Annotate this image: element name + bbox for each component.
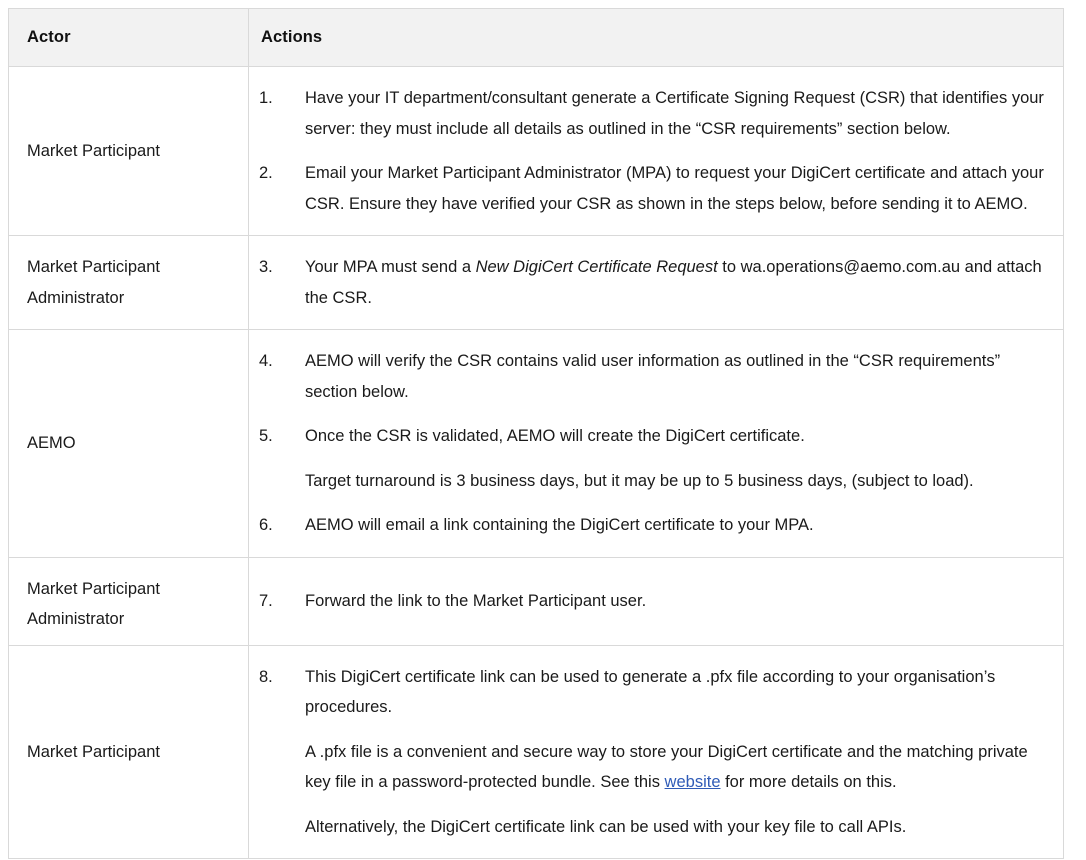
- actor-label: Market Participant: [27, 742, 160, 761]
- step-note-paragraph: [305, 737, 1047, 798]
- step-item: [259, 421, 1047, 496]
- step-body: [305, 346, 1047, 407]
- step-paragraph: [305, 346, 1047, 407]
- actor-label: Market Participant Administrator: [27, 579, 160, 629]
- step-note-paragraph: [305, 812, 1047, 843]
- actor-cell: [9, 330, 249, 558]
- step-number: 5.: [259, 427, 273, 446]
- step-list: [259, 346, 1047, 541]
- column-header-actor: Actor: [9, 9, 249, 67]
- table-row: [9, 557, 1064, 645]
- table-row: [9, 330, 1064, 558]
- step-item: [259, 346, 1047, 407]
- step-item: [259, 83, 1047, 144]
- actor-label: Market Participant Administrator: [27, 258, 160, 307]
- process-table: [8, 8, 1064, 859]
- step-number: 1.: [259, 89, 273, 107]
- step-paragraph: [305, 586, 1047, 617]
- step-number: 3.: [259, 258, 273, 277]
- column-header-actions: Actions: [249, 9, 1064, 67]
- step-text: Forward the link to the Market Participant user.: [305, 591, 647, 610]
- step-body: [305, 662, 1047, 843]
- table-row: [9, 645, 1064, 859]
- step-body: [305, 252, 1047, 313]
- step-list: [259, 586, 1047, 617]
- table-row: [9, 67, 1064, 236]
- step-item: [259, 510, 1047, 541]
- actor-cell: [9, 67, 249, 236]
- step-text: to wa.operations@aemo.com.au and attach the CSR.: [305, 258, 1042, 307]
- step-paragraph: [305, 252, 1047, 313]
- step-item: [259, 158, 1047, 219]
- step-paragraph: [305, 83, 1047, 144]
- step-number: 8.: [259, 667, 273, 686]
- actions-cell: [249, 645, 1064, 859]
- actor-label: AEMO: [27, 434, 76, 453]
- step-text: A .pfx file is a convenient and secure way to store your DigiCert certificate and the matching private key file in a password-protected bundle. See this: [305, 742, 1028, 792]
- website-link[interactable]: website: [664, 773, 721, 792]
- step-item: [259, 252, 1047, 313]
- actor-label: Market Participant: [27, 141, 160, 160]
- step-item: [259, 586, 1047, 617]
- step-body: [305, 510, 1047, 541]
- step-item: [259, 662, 1047, 843]
- actions-cell: [249, 67, 1064, 236]
- step-text: AEMO will email a link containing the DigiCert certificate to your MPA.: [305, 516, 814, 535]
- step-body: [305, 83, 1047, 144]
- step-text: Email your Market Participant Administrator (MPA) to request your DigiCert certificate and attach your CSR. Ensure they have verified your CSR as shown in the steps below, before sending it to AEMO.: [305, 164, 1044, 213]
- step-text: Have your IT department/consultant generate a Certificate Signing Request (CSR) that identifies your server: they must include all details as outlined in the “CSR requirements” section below.: [305, 89, 1044, 138]
- table-body: [9, 67, 1064, 859]
- actor-cell: [9, 645, 249, 859]
- step-paragraph: [305, 421, 1047, 452]
- step-number: 7.: [259, 591, 273, 610]
- step-list: [259, 252, 1047, 313]
- step-list: [259, 83, 1047, 219]
- step-number: 4.: [259, 352, 273, 371]
- step-text: This DigiCert certificate link can be used to generate a .pfx file according to your organisation’s procedures.: [305, 667, 996, 717]
- step-text: Your MPA must send a: [305, 258, 476, 277]
- step-note-paragraph: Target turnaround is 3 business days, but it may be up to 5 business days, (subject to load).: [305, 471, 974, 490]
- step-paragraph: [305, 158, 1047, 219]
- actions-cell: [249, 236, 1064, 330]
- step-text: Once the CSR is validated, AEMO will create the DigiCert certificate.: [305, 427, 805, 446]
- table-header-row: [9, 9, 1064, 67]
- step-list: [259, 662, 1047, 843]
- actions-cell: [249, 330, 1064, 558]
- table-header: [9, 9, 1064, 67]
- step-body: [305, 158, 1047, 219]
- step-paragraph: [305, 662, 1047, 723]
- step-text: AEMO will verify the CSR contains valid user information as outlined in the “CSR requirements” section below.: [305, 352, 1001, 401]
- email-subject-title: New DigiCert Certificate Request: [475, 258, 718, 277]
- step-text: Alternatively, the DigiCert certificate link can be used with your key file to call APIs.: [305, 817, 907, 836]
- table-row: [9, 236, 1064, 330]
- step-body: [305, 586, 1047, 617]
- step-body: [305, 421, 1047, 496]
- actor-cell: [9, 236, 249, 330]
- step-number: 2.: [259, 164, 273, 183]
- step-number: 6.: [259, 516, 273, 535]
- step-paragraph: [305, 510, 1047, 541]
- actions-cell: [249, 557, 1064, 645]
- step-text: for more details on this.: [720, 773, 897, 792]
- actor-cell: [9, 557, 249, 645]
